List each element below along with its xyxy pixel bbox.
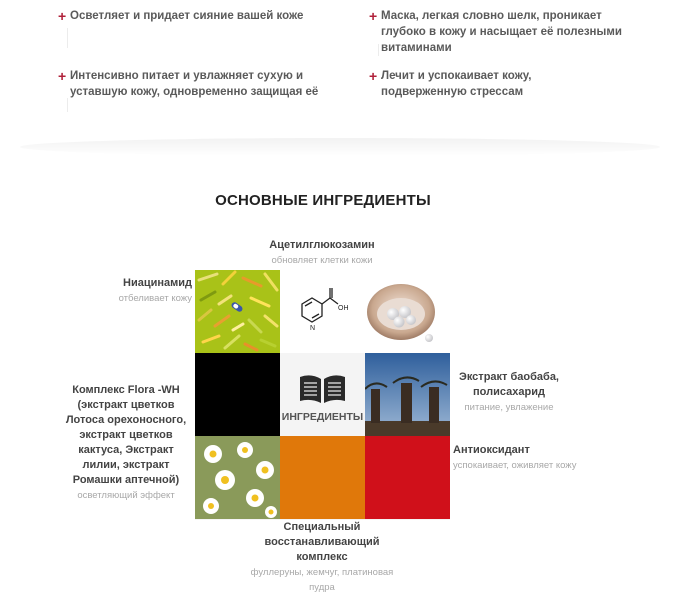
benefit-text: Осветляет и придает сияние вашей коже xyxy=(70,10,304,22)
ingredient-name: Ниацинамид xyxy=(123,277,192,289)
baobab-image xyxy=(365,353,450,436)
chamomile-graphic xyxy=(195,436,280,519)
label-acetyl xyxy=(246,238,398,268)
label-baobab xyxy=(454,370,564,415)
benefit-text: Интенсивно питает и увлажняет сухую и уставшую кожу, одновременно защищая её xyxy=(70,70,319,98)
molecule-cell xyxy=(280,270,365,353)
section-divider xyxy=(20,138,660,156)
divider xyxy=(378,44,379,56)
benefit-item-3 xyxy=(58,68,358,100)
plus-icon: + xyxy=(369,68,378,84)
benefit-text: Лечит и успокаивает кожу, подверженную стрессам xyxy=(381,70,532,98)
red-swatch xyxy=(365,436,450,519)
ingredient-desc: обновляет клетки кожи xyxy=(271,255,373,266)
benefit-item-2 xyxy=(369,8,631,56)
ingredient-desc: отбеливает кожу xyxy=(118,293,192,304)
ingredient-name: Ацетилглюкозамин xyxy=(269,239,375,251)
ingredients-center-label: ИНГРЕДИЕНТЫ xyxy=(281,411,364,423)
book-cell xyxy=(280,353,365,436)
molecule-n-label: N xyxy=(310,325,316,332)
label-antioxidant xyxy=(453,443,593,473)
ingredient-desc: питание, увлажение xyxy=(464,402,554,413)
plus-icon: + xyxy=(369,8,378,24)
pearl-shell-image xyxy=(365,270,450,353)
black-swatch xyxy=(195,353,280,436)
plus-icon: + xyxy=(58,8,67,24)
ingredient-name: Антиоксидант xyxy=(453,444,530,456)
label-flora xyxy=(60,383,192,503)
divider xyxy=(67,28,68,48)
ingredient-desc: успокаивает, оживляет кожу xyxy=(453,460,577,471)
pearl-shell-graphic xyxy=(365,270,450,353)
benefit-text: Маска, легкая словно шелк, проникает глубоко в кожу и насыщает её полезными витаминами xyxy=(381,10,622,54)
ingredient-name: Специальный восстанавливающий комплекс xyxy=(264,521,380,563)
niacinamide-image xyxy=(195,270,280,353)
ingredient-desc: фуллеруны, жемчуг, платиновая пудра xyxy=(250,567,394,593)
niacinamide-image-graphic xyxy=(195,270,280,353)
benefit-item-1 xyxy=(58,8,348,24)
benefit-item-4 xyxy=(369,68,609,100)
plus-icon: + xyxy=(58,68,67,84)
molecule-icon xyxy=(280,270,365,353)
section-title: ОСНОВНЫЕ ИНГРЕДИЕНТЫ xyxy=(215,192,431,209)
orange-swatch xyxy=(280,436,365,519)
divider xyxy=(67,98,68,112)
label-special xyxy=(246,520,398,595)
baobab-graphic xyxy=(365,353,450,436)
label-niacinamide xyxy=(80,276,192,306)
ingredient-name: Экстракт баобаба, полисахарид xyxy=(459,371,559,398)
chamomile-image xyxy=(195,436,280,519)
open-book-icon xyxy=(280,353,365,436)
molecule-oh-label: OH xyxy=(338,305,349,312)
ingredient-desc: осветляющий эффект xyxy=(77,490,175,501)
ingredient-name: Комплекс Flora -WH (экстракт цветков Лотоса орехоносного, экстракт цветков кактуса, Экстракт лилии, экстракт Ромашки аптечной) xyxy=(65,384,187,486)
